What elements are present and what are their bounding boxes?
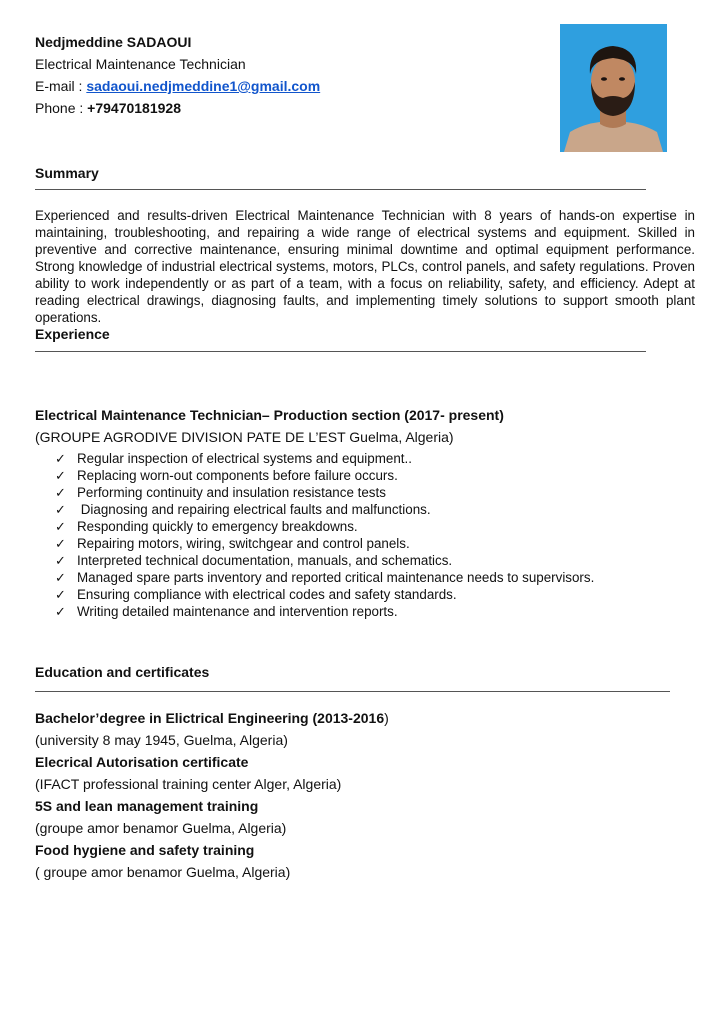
phone-label: Phone : <box>35 100 88 116</box>
duty-text: Ensuring compliance with electrical codes and safety standards. <box>77 587 457 602</box>
experience-divider <box>35 351 646 352</box>
list-item <box>55 552 594 569</box>
email-link[interactable]: sadaoui.nedjmeddine1@gmail.com <box>86 78 321 94</box>
degree-line <box>35 708 389 730</box>
list-item <box>55 569 594 586</box>
duty-text: Diagnosing and repairing electrical faults and malfunctions. <box>77 502 431 517</box>
list-item <box>55 484 594 501</box>
phone-line <box>35 100 181 116</box>
checkmark-icon: ✓ <box>55 604 66 619</box>
candidate-job-title: Electrical Maintenance Technician <box>35 56 246 72</box>
checkmark-icon: ✓ <box>55 536 66 551</box>
certificate-title: Elecrical Autorisation certificate <box>35 754 249 770</box>
education-heading: Education and certificates <box>35 664 210 680</box>
candidate-name: Nedjmeddine SADAOUI <box>35 34 192 50</box>
checkmark-icon: ✓ <box>55 519 66 534</box>
job-title: Electrical Maintenance Technician– Production section (2017- present) <box>35 407 504 423</box>
checkmark-icon: ✓ <box>55 485 66 500</box>
list-item <box>55 518 594 535</box>
list-item <box>55 535 594 552</box>
duty-text: Managed spare parts inventory and reported critical maintenance needs to supervisors. <box>77 570 595 585</box>
experience-heading: Experience <box>35 326 110 342</box>
education-list <box>35 708 389 884</box>
training-title: 5S and lean management training <box>35 798 259 814</box>
duty-text: Performing continuity and insulation resistance tests <box>77 485 386 500</box>
training-institution: (groupe amor benamor Guelma, Algeria) <box>35 820 287 836</box>
checkmark-icon: ✓ <box>55 570 66 585</box>
duty-text: Replacing worn-out components before failure occurs. <box>77 468 398 483</box>
training-title: Food hygiene and safety training <box>35 842 255 858</box>
summary-text: Experienced and results-driven Electrical Maintenance Technician with 8 years of hands-on expertise in maintaining, troubleshooting, and repairing a wide range of electrical systems and equipment. Skilled in preventive and corrective maintenance, ensuring minimal downtime and optimal equipment performance. Strong knowledge of industrial electrical systems, motors, PLCs, control panels, and safety regulations. Proven ability to work independently or as part of a team, with a focus on reliability, safety, and efficiency. Adept at reading electrical drawings, diagnosing faults, and implementing timely solutions to support smooth plant operations. <box>35 208 695 325</box>
list-item <box>55 467 594 484</box>
profile-photo <box>560 24 667 152</box>
summary-divider <box>35 189 646 190</box>
training-institution: ( groupe amor benamor Guelma, Algeria) <box>35 864 291 880</box>
checkmark-icon: ✓ <box>55 553 66 568</box>
duty-text: Regular inspection of electrical systems and equipment.. <box>77 451 412 466</box>
summary-heading: Summary <box>35 165 99 181</box>
degree-title: Bachelor’degree in Elictrical Engineering (2013-2016 <box>35 710 385 726</box>
duty-text: Writing detailed maintenance and intervention reports. <box>77 604 398 619</box>
degree-institution: (university 8 may 1945, Guelma, Algeria) <box>35 732 288 748</box>
list-item <box>55 450 594 467</box>
education-divider <box>35 691 670 692</box>
duty-text: Responding quickly to emergency breakdowns. <box>77 519 358 534</box>
phone-number: +79470181928 <box>87 100 181 116</box>
duty-text: Repairing motors, wiring, switchgear and control panels. <box>77 536 410 551</box>
checkmark-icon: ✓ <box>55 587 66 602</box>
list-item <box>55 603 594 620</box>
certificate-institution: (IFACT professional training center Alger, Algeria) <box>35 776 342 792</box>
duties-list <box>55 450 594 620</box>
email-line <box>35 78 320 94</box>
list-item <box>55 586 594 603</box>
checkmark-icon: ✓ <box>55 468 66 483</box>
duty-text: Interpreted technical documentation, manuals, and schematics. <box>77 553 453 568</box>
email-label: E-mail : <box>35 78 87 94</box>
job-organization: (GROUPE AGRODIVE DIVISION PATE DE L’EST Guelma, Algeria) <box>35 429 454 445</box>
degree-close-paren: ) <box>384 710 389 726</box>
checkmark-icon: ✓ <box>55 502 66 517</box>
list-item <box>55 501 594 518</box>
person-portrait-icon <box>560 24 667 152</box>
checkmark-icon: ✓ <box>55 451 66 466</box>
